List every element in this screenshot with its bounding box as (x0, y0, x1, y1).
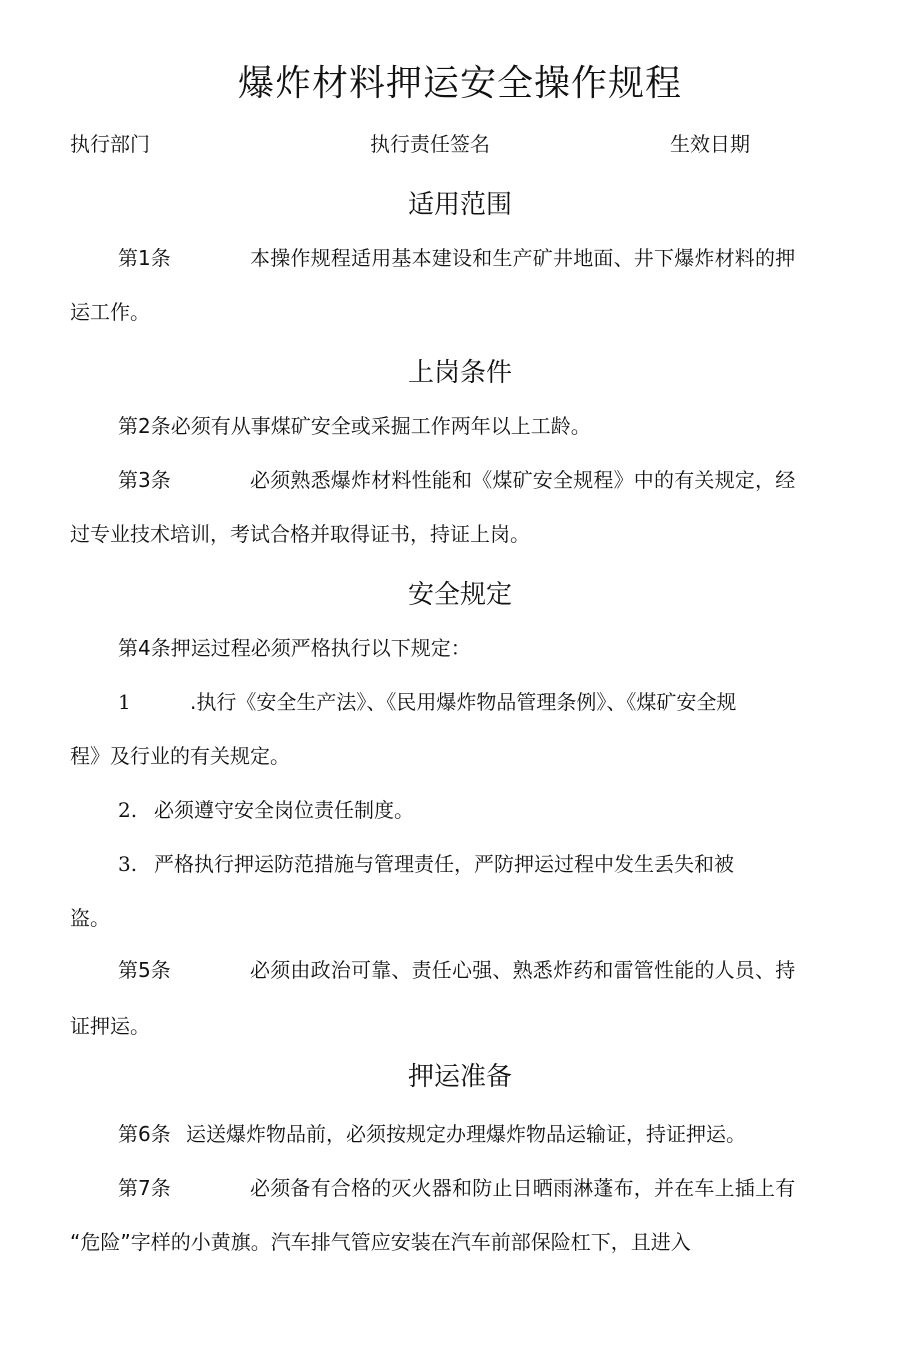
article-1-label (118, 244, 171, 272)
article-7-line1: 必须备有合格的灭火器和防止日晒雨淋蓬布，并在车上插上有 (250, 1176, 796, 1200)
article-4-item-3-number: 3. (118, 852, 138, 876)
article-4-item-1-line1: .执行《安全生产法》、《民用爆炸物品管理条例》、《煤矿安全规 (190, 690, 737, 714)
article-5-line2: 证押运。 (70, 1014, 150, 1038)
article-4-item-3-line1: 严格执行押运防范措施与管理责任，严防押运过程中发生丢失和被 (154, 852, 734, 876)
section-heading-qualifications: 上岗条件 (407, 358, 512, 388)
meta-effective-date: 生效日期 (670, 132, 750, 156)
meta-department: 执行部门 (70, 132, 150, 156)
article-5-label: 第5条 (118, 958, 171, 982)
section-heading-scope: 适用范围 (407, 190, 512, 220)
article-6-text: 运送爆炸物品前，必须按规定办理爆炸物品运输证，持证押运。 (186, 1122, 746, 1146)
article-4-item-1-number: 1 (118, 690, 131, 714)
article-7-line2: “危险”字样的小黄旗。汽车排气管应安装在汽车前部保险杠下，且进入 (70, 1230, 691, 1254)
article-label-text: 第1条 (118, 246, 171, 270)
article-1-line2: 运工作。 (70, 300, 150, 324)
section-heading-safety-rules: 安全规定 (407, 580, 512, 610)
article-4-item-2-number: 2. (118, 798, 138, 822)
document-title: 爆炸材料押运安全操作规程 (237, 63, 682, 104)
meta-signature: 执行责任签名 (370, 132, 490, 156)
article-6-label: 第6条 (118, 1122, 171, 1146)
article-5-line1: 必须由政治可靠、责任心强、熟悉炸药和雷管性能的人员、持 (250, 958, 796, 982)
article-4-item-1-line2: 程》及行业的有关规定。 (70, 744, 290, 768)
article-7-label: 第7条 (118, 1176, 171, 1200)
article-3-line1: 必须熟悉爆炸材料性能和《煤矿安全规程》中的有关规定，经 (250, 468, 796, 492)
article-2: 第2条必须有从事煤矿安全或采掘工作两年以上工龄。 (118, 414, 591, 438)
article-4-item-3-line2: 盗。 (70, 906, 110, 930)
article-3-label: 第3条 (118, 468, 171, 492)
article-1-line1: 本操作规程适用基本建设和生产矿井地面、井下爆炸材料的押 (250, 246, 796, 270)
article-3-line2: 过专业技术培训，考试合格并取得证书，持证上岗。 (70, 522, 530, 546)
article-4: 第4条押运过程必须严格执行以下规定： (118, 636, 471, 660)
section-heading-escort-preparation: 押运准备 (407, 1062, 512, 1092)
article-4-item-2-text: 必须遵守安全岗位责任制度。 (154, 798, 414, 822)
